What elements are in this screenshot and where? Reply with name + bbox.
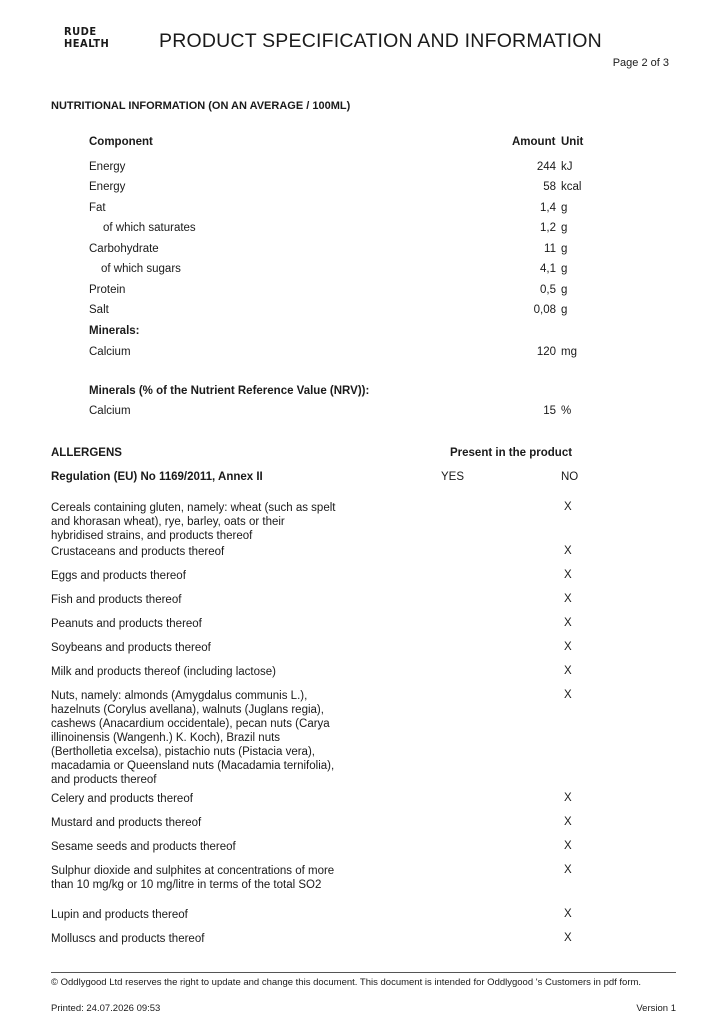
nutrient-label: Energy bbox=[89, 181, 126, 193]
allergen-item: Sesame seeds and products thereof bbox=[51, 841, 236, 853]
allergen-item: Cereals containing gluten, namely: wheat (such as spelt and khorasan wheat), rye, barley, oats or their hybridised strains, and products thereof bbox=[51, 502, 336, 542]
footer-divider bbox=[51, 972, 676, 973]
regulation-label: Regulation (EU) No 1169/2011, Annex II bbox=[51, 471, 263, 483]
allergen-item: Eggs and products thereof bbox=[51, 570, 186, 582]
allergen-no-mark: X bbox=[564, 545, 572, 557]
nutrition-heading: NUTRITIONAL INFORMATION (ON AN AVERAGE / 100ML) bbox=[51, 100, 351, 112]
nutrient-unit: kJ bbox=[561, 161, 573, 173]
allergen-item: Celery and products thereof bbox=[51, 793, 193, 805]
col-unit: Unit bbox=[561, 136, 584, 148]
nutrient-amount: 0,08 bbox=[533, 304, 556, 316]
col-amount: Amount bbox=[512, 136, 556, 148]
nrv-heading: Minerals (% of the Nutrient Reference Value (NRV)): bbox=[89, 385, 370, 397]
allergens-heading: ALLERGENS bbox=[51, 447, 122, 459]
logo-line-2: HEALTH bbox=[64, 37, 110, 50]
allergen-item: Sulphur dioxide and sulphites at concentrations of more than 10 mg/kg or 10 mg/litre in terms of the total SO2 bbox=[51, 865, 335, 891]
allergen-item: Milk and products thereof (including lactose) bbox=[51, 666, 277, 678]
nutrient-amount: 1,2 bbox=[540, 222, 556, 234]
allergen-no-mark: X bbox=[564, 501, 572, 513]
nutrient-amount: 244 bbox=[536, 161, 556, 173]
nutrient-label: Salt bbox=[89, 304, 109, 316]
allergen-item: Soybeans and products thereof bbox=[51, 642, 211, 654]
allergen-item: Peanuts and products thereof bbox=[51, 618, 202, 630]
page-title: PRODUCT SPECIFICATION AND INFORMATION bbox=[159, 30, 602, 52]
printed-date: Printed: 24.07.2026 09:53 bbox=[51, 1003, 161, 1014]
nutrient-unit: g bbox=[561, 243, 568, 255]
allergen-no-mark: X bbox=[564, 792, 572, 804]
nutrient-label: Carbohydrate bbox=[89, 243, 159, 255]
nutrient-unit: g bbox=[561, 222, 568, 234]
allergen-no-mark: X bbox=[564, 840, 572, 852]
nutrient-label: of which saturates bbox=[103, 222, 196, 234]
nutrient-label: of which sugars bbox=[101, 263, 181, 275]
allergen-item: Nuts, namely: almonds (Amygdalus communis L.), hazelnuts (Corylus avellana), walnuts (Juglans regia), cashews (Anacardium occidentale), pecan nuts (Carya illinoinensis (Wangenh.) K. Koch), Brazil nuts (Bertholletia excelsa), pistachio nuts (Pistacia vera), macadamia or Queensland nuts (Macadamia ternifolia), and products thereof bbox=[51, 690, 335, 786]
allergen-no-mark: X bbox=[564, 816, 572, 828]
nutrient-amount: 11 bbox=[544, 243, 556, 255]
mineral-amount: 120 bbox=[536, 346, 556, 358]
nutrient-amount: 0,5 bbox=[540, 284, 556, 296]
allergen-no-mark: X bbox=[564, 689, 572, 701]
nutrient-amount: 1,4 bbox=[540, 202, 556, 214]
version-label: Version 1 bbox=[636, 1003, 676, 1014]
minerals-heading: Minerals: bbox=[89, 325, 140, 337]
allergen-item: Molluscs and products thereof bbox=[51, 933, 205, 945]
col-no: NO bbox=[561, 471, 579, 483]
allergen-no-mark: X bbox=[564, 593, 572, 605]
footer-disclaimer: © Oddlygood Ltd reserves the right to update and change this document. This document is intended for Oddlygood 's Customers in pdf form. bbox=[51, 977, 642, 988]
nutrient-label: Fat bbox=[89, 202, 106, 214]
nutrient-amount: 58 bbox=[543, 181, 556, 193]
allergen-item: Crustaceans and products thereof bbox=[51, 546, 225, 558]
allergen-item: Lupin and products thereof bbox=[51, 909, 188, 921]
mineral-unit: mg bbox=[561, 346, 577, 358]
allergen-no-mark: X bbox=[564, 617, 572, 629]
col-yes: YES bbox=[441, 471, 465, 483]
allergen-no-mark: X bbox=[564, 641, 572, 653]
nrv-amount: 15 bbox=[543, 405, 556, 417]
allergen-item: Fish and products thereof bbox=[51, 594, 182, 606]
nutrient-unit: g bbox=[561, 284, 568, 296]
brand-logo bbox=[64, 26, 109, 50]
mineral-label: Calcium bbox=[89, 346, 131, 358]
nutrient-amount: 4,1 bbox=[540, 263, 556, 275]
nutrient-unit: kcal bbox=[561, 181, 582, 193]
nrv-label: Calcium bbox=[89, 405, 131, 417]
allergen-item: Mustard and products thereof bbox=[51, 817, 202, 829]
allergen-no-mark: X bbox=[564, 864, 572, 876]
allergen-no-mark: X bbox=[564, 908, 572, 920]
logo-line-1: RUDE bbox=[64, 25, 97, 38]
allergen-no-mark: X bbox=[564, 932, 572, 944]
present-heading: Present in the product bbox=[450, 447, 573, 459]
nutrient-label: Protein bbox=[89, 284, 126, 296]
nutrient-label: Energy bbox=[89, 161, 126, 173]
nutrient-unit: g bbox=[561, 202, 568, 214]
allergen-no-mark: X bbox=[564, 665, 572, 677]
nutrient-unit: g bbox=[561, 304, 568, 316]
allergen-no-mark: X bbox=[564, 569, 572, 581]
nutrient-unit: g bbox=[561, 263, 568, 275]
page-number: Page 2 of 3 bbox=[612, 57, 669, 69]
nrv-unit: % bbox=[561, 405, 572, 417]
col-component: Component bbox=[89, 136, 153, 148]
